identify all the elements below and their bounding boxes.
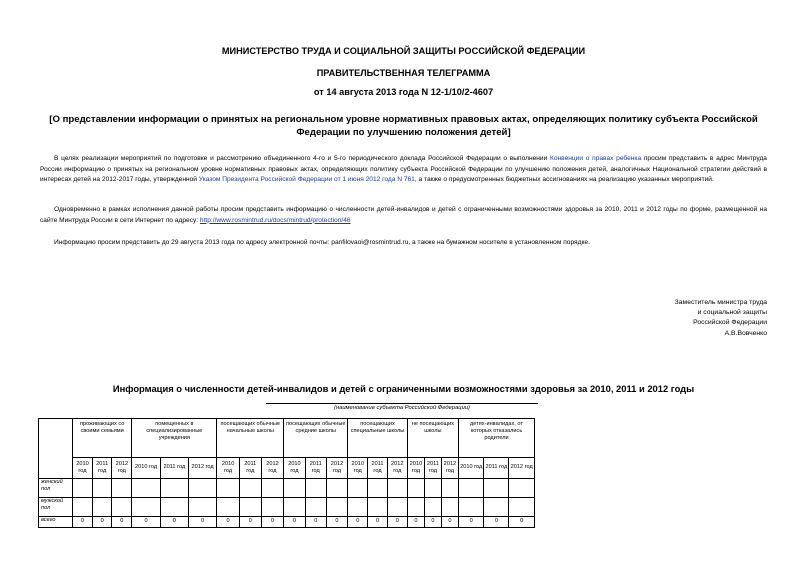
table-cell bbox=[284, 498, 306, 517]
table-year-header: 2012 год bbox=[387, 458, 407, 479]
table-cell: 0 bbox=[348, 517, 368, 528]
table-cell bbox=[424, 479, 441, 498]
table-year-header: 2010 год bbox=[407, 458, 424, 479]
table-year-header: 2010 год bbox=[348, 458, 368, 479]
table-cell bbox=[160, 498, 188, 517]
table-year-header: 2011 год bbox=[484, 458, 509, 479]
signature-block bbox=[567, 298, 767, 339]
table-cell bbox=[305, 479, 326, 498]
table-cell bbox=[368, 479, 388, 498]
table-group-header: посещающих специальные школы bbox=[348, 419, 408, 458]
table-year-header: 2011 год bbox=[368, 458, 388, 479]
table-year-header: 2010 год bbox=[73, 458, 93, 479]
table-cell bbox=[92, 498, 111, 517]
table-cell bbox=[73, 498, 93, 517]
table-year-header: 2011 год bbox=[239, 458, 261, 479]
paragraph-3: Информацию просим представить до 29 августа 2013 года по адресу электронной почты: panfilovaoi@rosmintrud.ru, а также на бумажном носителе в установленном порядке. bbox=[54, 239, 590, 246]
table-cell bbox=[112, 479, 132, 498]
table-cell bbox=[424, 498, 441, 517]
table-row bbox=[39, 517, 535, 528]
table-cell bbox=[441, 498, 458, 517]
table-cell: 0 bbox=[284, 517, 306, 528]
subject-fill-line bbox=[266, 403, 538, 404]
table-cell bbox=[217, 479, 239, 498]
table-cell bbox=[188, 479, 217, 498]
table-cell bbox=[112, 498, 132, 517]
table-year-header: 2011 год bbox=[305, 458, 326, 479]
table-cell: 0 bbox=[132, 517, 161, 528]
table-group-header: помещенных в специализированные учреждения bbox=[132, 419, 217, 458]
table-group-header: проживающих со своими семьями bbox=[73, 419, 132, 458]
rosmintrud-url-link[interactable]: http://www.rosmintrud.ru/docs/mintrud/protection/46 bbox=[199, 216, 351, 224]
table-cell: 0 bbox=[368, 517, 388, 528]
table-cell bbox=[326, 479, 348, 498]
form-title: Информация о численности детей-инвалидов и детей с ограниченными возможностями здоровья за 2010, 2011 и 2012 годы bbox=[112, 383, 695, 394]
table-cell bbox=[261, 479, 283, 498]
table-cell bbox=[284, 479, 306, 498]
table-cell: 0 bbox=[160, 517, 188, 528]
table-year-header: 2012 год bbox=[509, 458, 535, 479]
table-cell bbox=[509, 479, 535, 498]
document-subject: [О представлении информации о принятых на региональном уровне нормативных правовых актах, определяющих политику субъекта Российской Федерации по улучшению положения детей] bbox=[49, 114, 758, 138]
table-year-header: 2012 год bbox=[326, 458, 348, 479]
signature-line-1: Заместитель министра труда bbox=[674, 299, 767, 306]
table-cell bbox=[239, 479, 261, 498]
table-cell: 0 bbox=[509, 517, 535, 528]
paragraph-2-text: Одновременно в рамках исполнения данной работы просим представить информацию о численности детей-инвалидов и детей с ограниченными возможностями здоровья за 2010, 2011 и 2012 годы по форме, размещенной на сайте Минтруда России в сети Интернет по адресу: bbox=[40, 206, 767, 224]
table-cell bbox=[441, 479, 458, 498]
presidential-decree-link[interactable]: Указом Президента Российской Федерации от 1 июня 2012 года N 761 bbox=[198, 176, 415, 184]
table-cell: 0 bbox=[424, 517, 441, 528]
subject-caption: (наименование субъекта Российской Федерации) bbox=[333, 405, 470, 411]
table-year-header: 2011 год bbox=[160, 458, 188, 479]
table-cell bbox=[387, 479, 407, 498]
table-row-label: женский пол bbox=[39, 479, 73, 498]
table-cell: 0 bbox=[188, 517, 217, 528]
table-cell bbox=[458, 498, 483, 517]
table-cell bbox=[188, 498, 217, 517]
table-year-header: 2012 год bbox=[112, 458, 132, 479]
table-cell: 0 bbox=[458, 517, 483, 528]
signature-line-2: и социальной защиты bbox=[697, 309, 767, 317]
table-cell: 0 bbox=[484, 517, 509, 528]
table-year-header: 2010 год bbox=[217, 458, 239, 479]
table-cell bbox=[348, 498, 368, 517]
table-year-header: 2011 год bbox=[92, 458, 111, 479]
ministry-heading: МИНИСТЕРСТВО ТРУДА И СОЦИАЛЬНОЙ ЗАЩИТЫ РОССИЙСКОЙ ФЕДЕРАЦИИ bbox=[221, 46, 586, 56]
table-cell bbox=[239, 498, 261, 517]
statistics-form-table bbox=[38, 418, 535, 528]
paragraph-1-text-a: В целях реализации мероприятий по подготовке и рассмотрению объединенного 4-го и 5-го периодического доклада Российской Федерации о выполнении bbox=[54, 155, 550, 162]
document-type-heading: ПРАВИТЕЛЬСТВЕННАЯ ТЕЛЕГРАММА bbox=[316, 68, 491, 78]
table-cell bbox=[160, 479, 188, 498]
table-year-header: 2012 год bbox=[441, 458, 458, 479]
table-year-header: 2012 год bbox=[188, 458, 217, 479]
table-cell bbox=[261, 498, 283, 517]
table-corner-cell bbox=[39, 419, 73, 479]
table-cell bbox=[509, 498, 535, 517]
table-row bbox=[39, 479, 535, 498]
table-cell bbox=[73, 479, 93, 498]
table-cell bbox=[348, 479, 368, 498]
table-cell: 0 bbox=[441, 517, 458, 528]
table-year-header: 2010 год bbox=[458, 458, 483, 479]
table-group-header: посещающих обычные начальные школы bbox=[217, 419, 284, 458]
document-date-number: от 14 августа 2013 года N 12-1/10/2-4607 bbox=[313, 87, 494, 97]
table-cell: 0 bbox=[407, 517, 424, 528]
table-cell bbox=[132, 498, 161, 517]
table-cell bbox=[132, 479, 161, 498]
paragraph-1-text-c: , а также о предусмотренных бюджетных ассигнованиях на реализацию указанных мероприятий. bbox=[414, 176, 714, 184]
table-cell: 0 bbox=[112, 517, 132, 528]
table-cell: 0 bbox=[261, 517, 283, 528]
table-year-header: 2010 год bbox=[284, 458, 306, 479]
table-group-header-row bbox=[39, 419, 535, 458]
table-cell: 0 bbox=[387, 517, 407, 528]
table-cell bbox=[217, 498, 239, 517]
paragraph-1-text-b: просим представить в адрес Минтруда России информацию о принятых на региональном уровне нормативных правовых актах, определяющих политику субъекта Российской Федерации по улучшению положения детей, аналогичных Национальной стратегии действий в интересах детей на 2012-2017 годы, утвержденной bbox=[40, 155, 767, 184]
table-cell: 0 bbox=[73, 517, 93, 528]
signature-line-3: Российской Федерации bbox=[693, 319, 767, 327]
table-cell bbox=[407, 479, 424, 498]
table-cell bbox=[484, 498, 509, 517]
table-cell: 0 bbox=[326, 517, 348, 528]
convention-link[interactable]: Конвенции о правах ребенка bbox=[550, 155, 642, 162]
table-year-header: 2012 год bbox=[261, 458, 283, 479]
table-cell bbox=[326, 498, 348, 517]
paragraph-2 bbox=[40, 205, 767, 226]
table-row-label: мужской пол bbox=[39, 498, 73, 517]
table-cell: 0 bbox=[217, 517, 239, 528]
table-year-header: 2010 год bbox=[132, 458, 161, 479]
signature-name: А.В.Вовченко bbox=[724, 329, 767, 337]
table-cell bbox=[458, 479, 483, 498]
table-cell bbox=[368, 498, 388, 517]
table-year-header: 2011 год bbox=[424, 458, 441, 479]
table-cell bbox=[387, 498, 407, 517]
table-cell: 0 bbox=[92, 517, 111, 528]
table-group-header: не посещающих школы bbox=[407, 419, 458, 458]
table-group-header: посещающих обычные средние школы bbox=[284, 419, 348, 458]
table-cell: 0 bbox=[305, 517, 326, 528]
table-year-header-row bbox=[39, 458, 535, 479]
table-cell bbox=[305, 498, 326, 517]
table-cell bbox=[484, 479, 509, 498]
table-row bbox=[39, 498, 535, 517]
table-cell bbox=[92, 479, 111, 498]
table-group-header: детях-инвалидах, от которых отказались родители bbox=[458, 419, 534, 458]
paragraph-1 bbox=[40, 154, 767, 186]
table-cell: 0 bbox=[239, 517, 261, 528]
table-cell bbox=[407, 498, 424, 517]
table-row-label: всего bbox=[39, 517, 73, 528]
